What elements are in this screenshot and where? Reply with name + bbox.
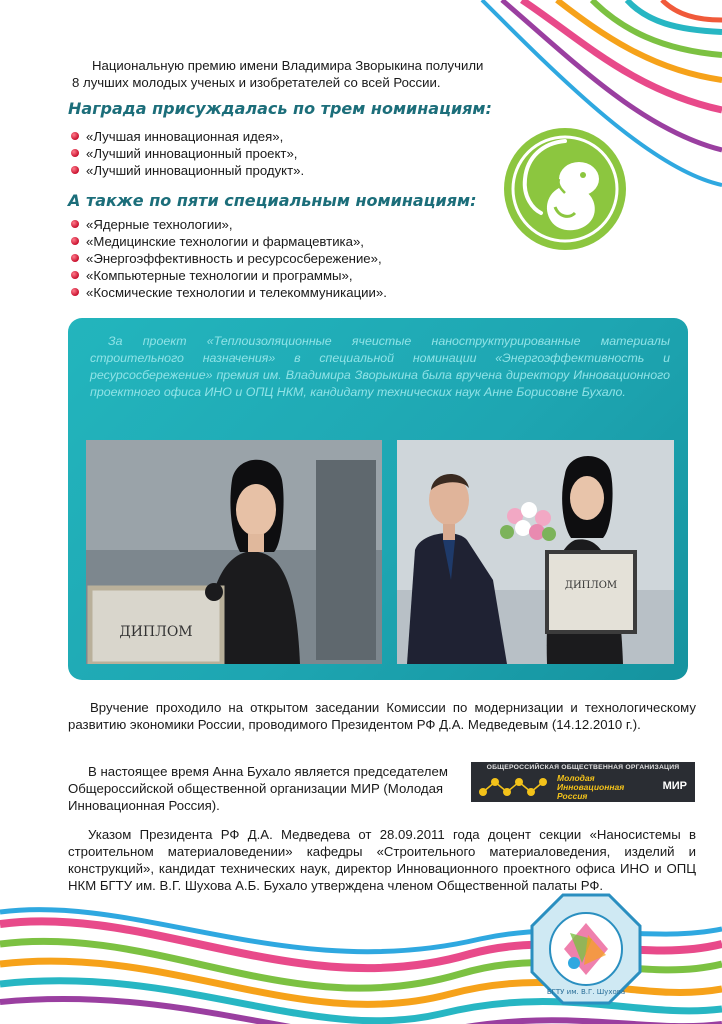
heading-main-nominations: Награда присуждалась по трем номинациям: (68, 99, 492, 118)
photo-laureate-with-diploma (86, 440, 382, 664)
mir-logo (471, 762, 695, 802)
mir-paragraph: В настоящее время Анна Бухало является председателем Общероссийской общественной организации МИР (Молодая Инновационная Россия). (68, 764, 448, 813)
university-seal-icon (530, 893, 642, 1005)
main-nominations-list (68, 128, 408, 179)
list-item: «Лучшая инновационная идея», (68, 128, 408, 145)
mir-logo-abbr: МИР (662, 780, 687, 792)
list-item: «Медицинские технологии и фармацевтика», (68, 233, 448, 250)
seal-caption: БГТУ им. В.Г. Шухова (546, 988, 626, 996)
list-item: «Ядерные технологии», (68, 216, 448, 233)
diploma-caption: ДИПЛОМ (564, 580, 618, 591)
list-item: «Лучший инновационный проект», (68, 145, 408, 162)
mir-logo-organization: ОБЩЕРОССИЙСКАЯ ОБЩЕСТВЕННАЯ ОРГАНИЗАЦИЯ (486, 764, 680, 771)
intro-paragraph: Национальную премию имени Владимира Зворыкина получили 8 лучших молодых ученых и изобретателей со всей России. (72, 58, 484, 90)
list-item: «Компьютерные технологии и программы», (68, 267, 448, 284)
embryo-icon (503, 127, 627, 251)
mir-logo-name: Молодая Инновационная Россия (557, 773, 625, 801)
heading-special-nominations: А также по пяти специальным номинациям: (68, 191, 477, 210)
diploma-caption: ДИПЛОМ (119, 624, 193, 640)
decree-paragraph: Указом Президента РФ Д.А. Медведева от 28.09.2011 года доцент секции «Наносистемы в строительном материаловедении» кафедры «Строительного материаловедения, изделий и конструкций», кандидат технических наук, директор Инновационного проектного офиса ИНО и ОПЦ НКМ БГТУ им. В.Г. Шухова А.Б. Бухало утверждена членом Общественной палаты РФ. (68, 827, 696, 893)
list-item: «Лучший инновационный продукт». (68, 162, 408, 179)
award-description: За проект «Теплоизоляционные ячеистые наноструктурированные материалы строительного назначения» в специальной номинации «Энергоэффективность и ресурсосбережение» премия им. Владимира Зворыкина была вручена директору Инновационного проектного офиса ИНО и ОПЦ НКМ, кандидату технических наук Анне Борисовне Бухало. (90, 334, 670, 399)
special-nominations-list (68, 216, 448, 301)
list-item: «Энергоэффективность и ресурсосбережение», (68, 250, 448, 267)
photo-award-presentation (397, 440, 674, 664)
molecule-icon (477, 774, 553, 800)
list-item: «Космические технологии и телекоммуникации». (68, 284, 448, 301)
ceremony-paragraph: Вручение проходило на открытом заседании Комиссии по модернизации и технологическому развитию экономики России, проводимого Президентом РФ Д.А. Медведевым (14.12.2010 г.). (68, 700, 696, 732)
